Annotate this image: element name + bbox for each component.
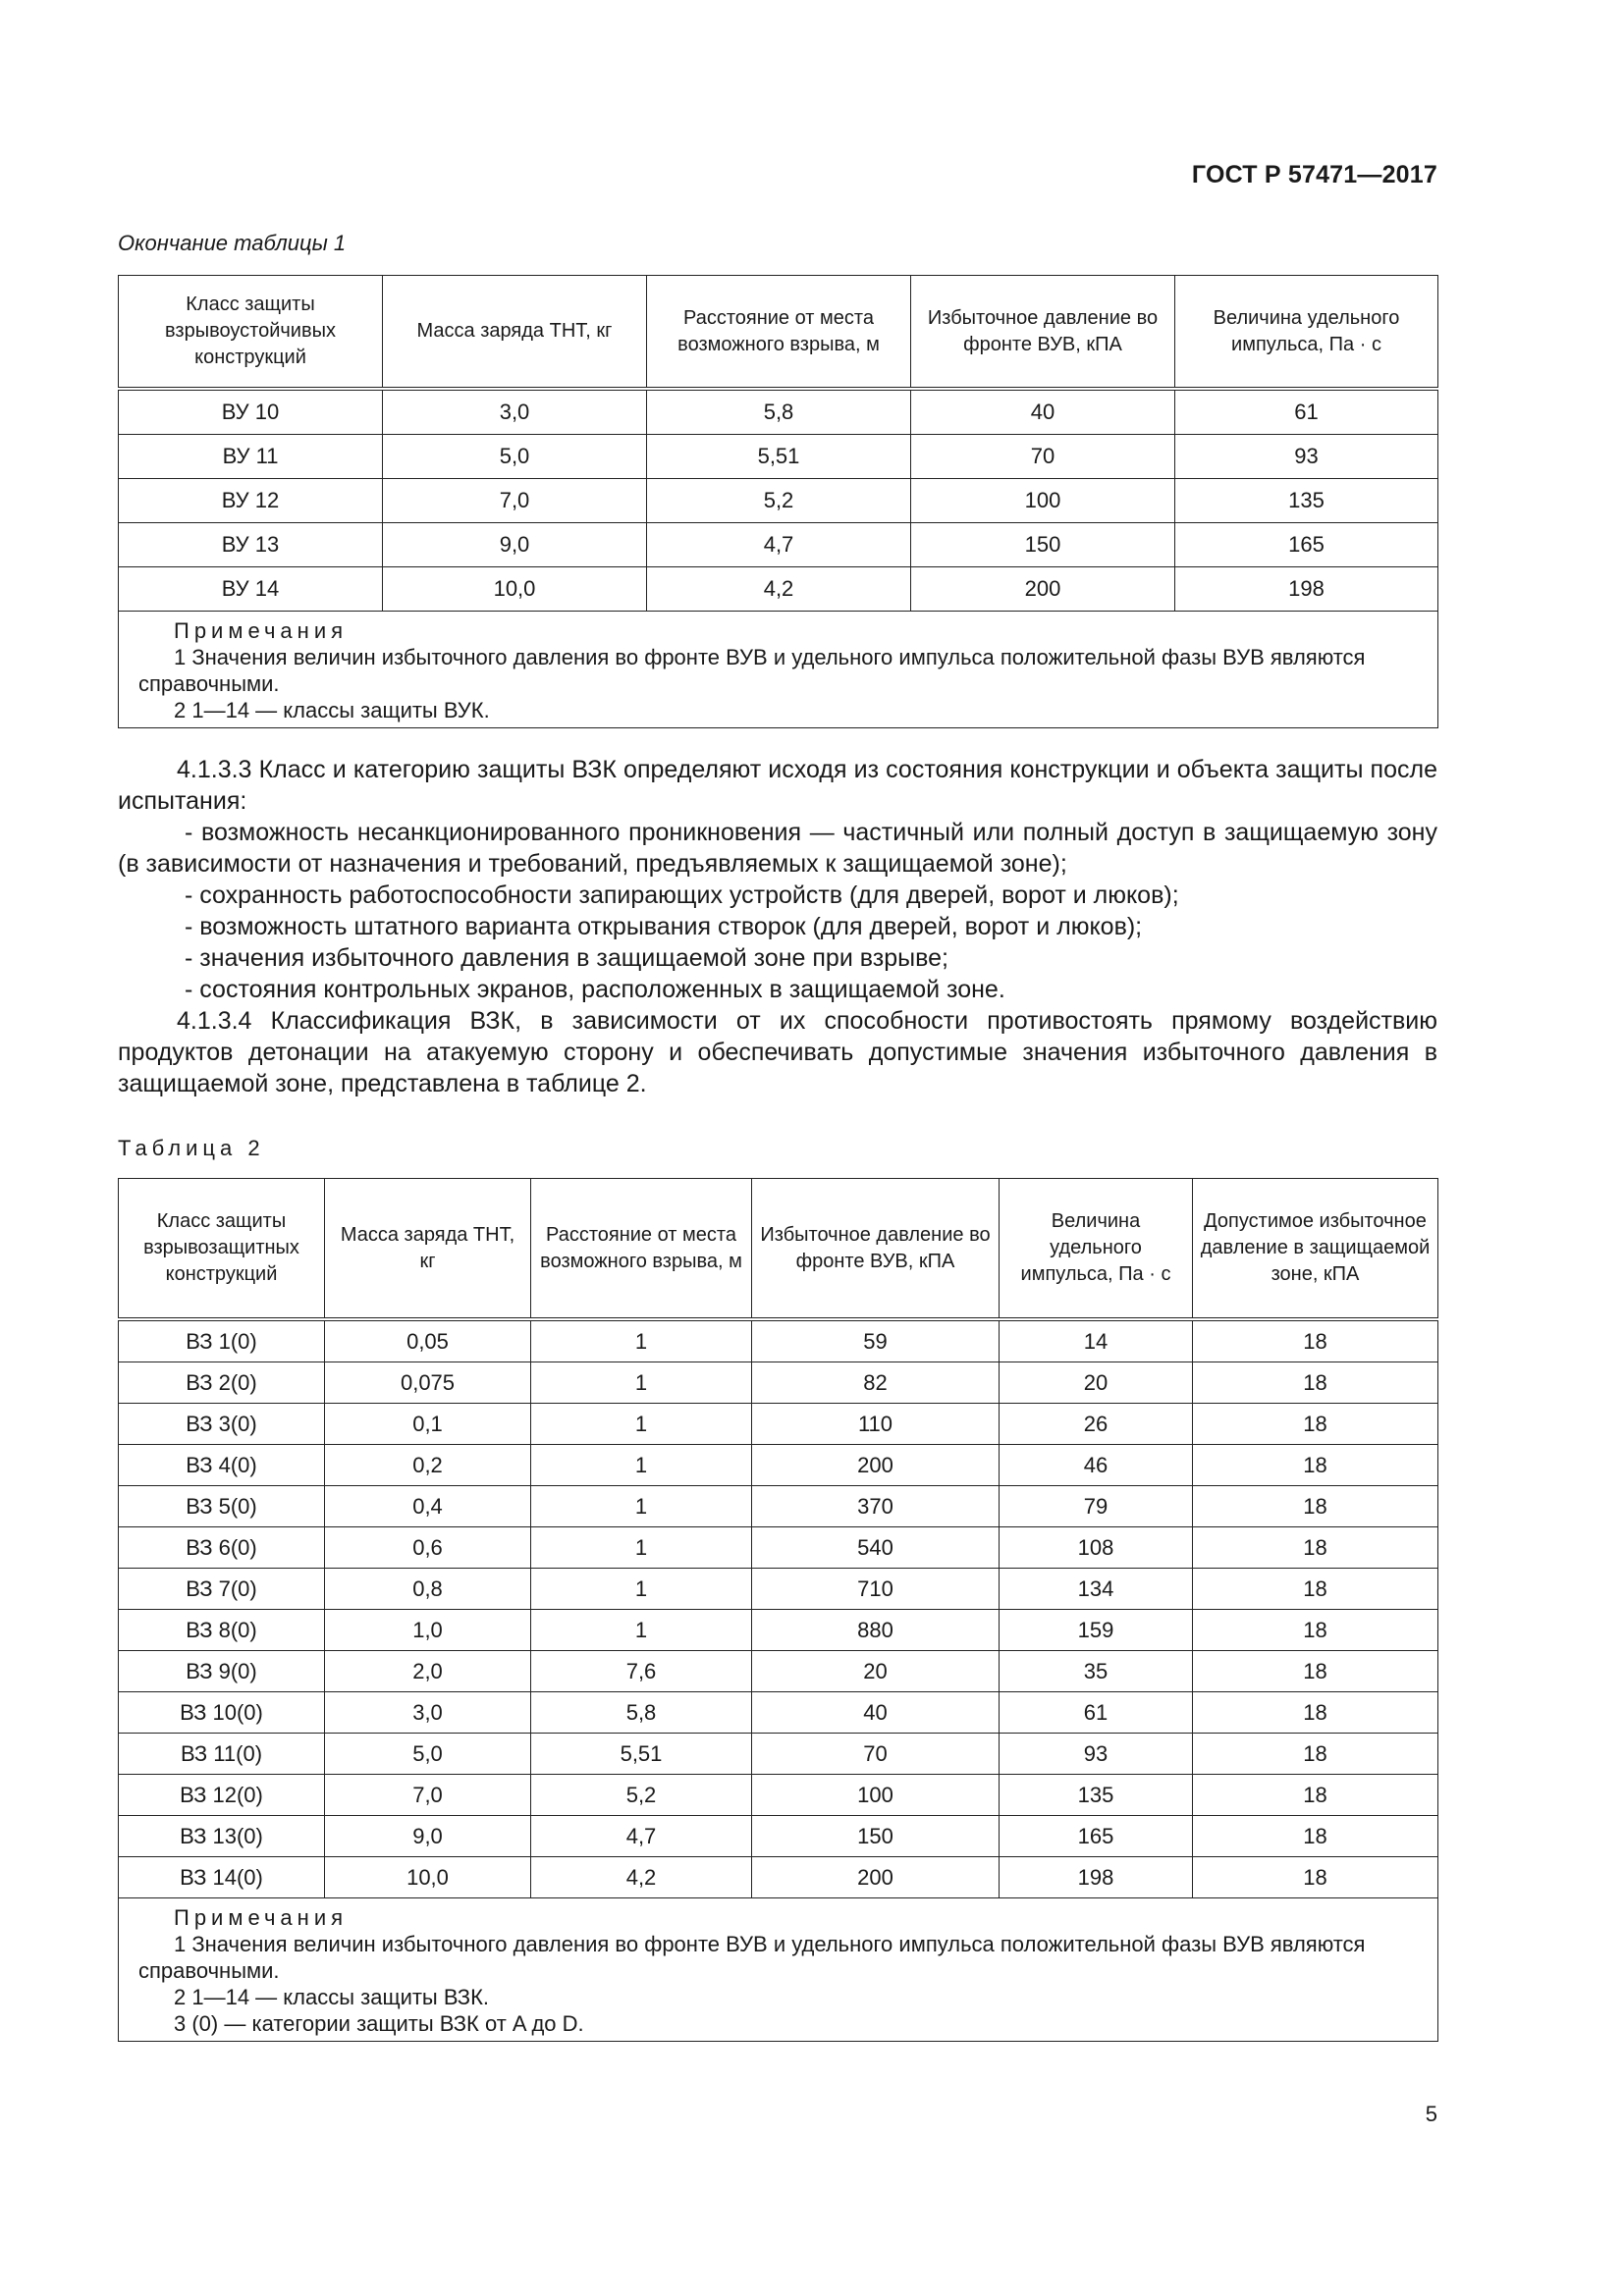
table-cell: 1 [531,1404,752,1445]
table-cell: 198 [1175,567,1438,612]
table-cell: 3,0 [325,1692,531,1734]
table2-caption: Таблица 2 [118,1136,265,1160]
table-row [119,1651,1438,1692]
table2-header-row [119,1179,1438,1320]
table-cell: 3,0 [383,389,647,435]
table-cell: 18 [1193,1319,1438,1362]
table-cell: 5,2 [531,1775,752,1816]
table-cell: 59 [752,1319,1000,1362]
table-cell: 1 [531,1319,752,1362]
body-text [118,754,1437,1099]
table-cell: 0,4 [325,1486,531,1527]
page-number: 5 [1425,2102,1437,2126]
table-cell: 18 [1193,1486,1438,1527]
table1-note-1: 1 Значения величин избыточного давления во фронте ВУВ и удельного импульса положительной фазы ВУВ являются справочными. [138,645,1366,696]
table-cell: 150 [752,1816,1000,1857]
table-cell: 159 [1000,1610,1193,1651]
table-row [119,1569,1438,1610]
table-row [119,1692,1438,1734]
table-row [119,1816,1438,1857]
table2 [118,1178,1438,2042]
table-cell: 5,8 [531,1692,752,1734]
table-cell: 110 [752,1404,1000,1445]
table-cell: 1 [531,1527,752,1569]
table-cell: ВУ 11 [119,435,383,479]
table-cell: 1 [531,1445,752,1486]
table-cell: 18 [1193,1445,1438,1486]
table-cell: 18 [1193,1857,1438,1898]
table-cell: ВЗ 14(0) [119,1857,325,1898]
table-cell: 9,0 [383,523,647,567]
table-cell: 0,1 [325,1404,531,1445]
table1-header-cell: Масса заряда ТНТ, кг [383,276,647,390]
table-cell: 4,2 [647,567,911,612]
table-cell: 20 [1000,1362,1193,1404]
table-cell: 2,0 [325,1651,531,1692]
table-cell: 0,6 [325,1527,531,1569]
table-cell: ВУ 10 [119,389,383,435]
table-cell: 18 [1193,1692,1438,1734]
table-cell: ВЗ 5(0) [119,1486,325,1527]
table-cell: 370 [752,1486,1000,1527]
table-cell: 79 [1000,1486,1193,1527]
table-cell: 5,2 [647,479,911,523]
table1-header-cell: Расстояние от места возможного взрыва, м [647,276,911,390]
table-cell: ВЗ 8(0) [119,1610,325,1651]
table1-notes-row [119,612,1438,728]
table-cell: 135 [1000,1775,1193,1816]
table-cell: 200 [911,567,1175,612]
table-cell: 14 [1000,1319,1193,1362]
table-cell: 1,0 [325,1610,531,1651]
table-row [119,523,1438,567]
table-cell: 1 [531,1610,752,1651]
list-item: - возможность штатного варианта открывания створок (для дверей, ворот и люков); [185,913,1143,940]
table-cell: 35 [1000,1651,1193,1692]
table-row [119,1362,1438,1404]
table-cell: 710 [752,1569,1000,1610]
table-cell: 165 [1175,523,1438,567]
list-item: - возможность несанкционированного проникновения — частичный или полный доступ в защищаемую зону (в зависимости от назначения и требований, предъявляемых к защищаемой зоне); [118,819,1437,878]
table-cell: 40 [752,1692,1000,1734]
table-cell: 10,0 [325,1857,531,1898]
table-cell: 0,8 [325,1569,531,1610]
table-cell: 200 [752,1445,1000,1486]
table2-note-3: 3 (0) — категории защиты ВЗК от A до D. [174,2011,584,2036]
table-row [119,1445,1438,1486]
table2-note-2: 2 1—14 — классы защиты ВЗК. [174,1985,490,2009]
table-cell: 100 [911,479,1175,523]
table-cell: 108 [1000,1527,1193,1569]
table-cell: 9,0 [325,1816,531,1857]
table-cell: 200 [752,1857,1000,1898]
table2-notes-title: Примечания [174,1905,349,1930]
table-cell: 18 [1193,1775,1438,1816]
table1-continuation-caption: Окончание таблицы 1 [118,231,347,255]
table-cell: ВЗ 7(0) [119,1569,325,1610]
table-cell: 540 [752,1527,1000,1569]
table2-header-cell: Избыточное давление во фронте ВУВ, кПА [752,1179,1000,1320]
table2-header-cell: Допустимое избыточное давление в защищаемой зоне, кПА [1193,1179,1438,1320]
table-row [119,435,1438,479]
table2-notes [119,1898,1438,2042]
table-cell: ВЗ 11(0) [119,1734,325,1775]
table-cell: 1 [531,1362,752,1404]
table2-header-cell: Величина удельного импульса, Па · с [1000,1179,1193,1320]
table-row [119,1404,1438,1445]
table-row [119,479,1438,523]
table1-note-2: 2 1—14 — классы защиты ВУК. [174,698,490,722]
table-cell: 18 [1193,1569,1438,1610]
document-code-header: ГОСТ Р 57471—2017 [1191,161,1437,188]
table-cell: ВЗ 4(0) [119,1445,325,1486]
table-cell: 93 [1175,435,1438,479]
table-cell: 7,6 [531,1651,752,1692]
paragraph-4-1-3-3: 4.1.3.3 Класс и категорию защиты ВЗК определяют исходя из состояния конструкции и объекта защиты после испытания: [118,756,1437,815]
table1-header-cell: Избыточное давление во фронте ВУВ, кПА [911,276,1175,390]
table1-header-cell: Класс защиты взрывоустойчивых конструкций [119,276,383,390]
table2-header-cell: Расстояние от места возможного взрыва, м [531,1179,752,1320]
table-cell: ВУ 13 [119,523,383,567]
table-cell: ВУ 12 [119,479,383,523]
list-item: - состояния контрольных экранов, расположенных в защищаемой зоне. [185,976,1005,1003]
table-cell: 4,2 [531,1857,752,1898]
table1-notes-title: Примечания [174,618,349,643]
table-cell: 1 [531,1569,752,1610]
table-row [119,1610,1438,1651]
table-row [119,1527,1438,1569]
table1 [118,275,1438,728]
table-cell: 20 [752,1651,1000,1692]
table-cell: 0,2 [325,1445,531,1486]
table-cell: 0,075 [325,1362,531,1404]
table-row [119,1775,1438,1816]
table-cell: ВЗ 6(0) [119,1527,325,1569]
list-item: - сохранность работоспособности запирающих устройств (для дверей, ворот и люков); [185,881,1179,909]
table2-header-cell: Масса заряда ТНТ, кг [325,1179,531,1320]
table-cell: 134 [1000,1569,1193,1610]
table-cell: ВЗ 3(0) [119,1404,325,1445]
table-cell: ВЗ 10(0) [119,1692,325,1734]
table-cell: 26 [1000,1404,1193,1445]
table-cell: 93 [1000,1734,1193,1775]
list-item: - значения избыточного давления в защищаемой зоне при взрыве; [185,944,948,972]
table-cell: 10,0 [383,567,647,612]
paragraph-4-1-3-4: 4.1.3.4 Классификация ВЗК, в зависимости от их способности противостоять прямому воздействию продуктов детонации на атакуемую сторону и обеспечивать допустимые значения избыточного давления в защищаемой зоне, представлена в таблице 2. [118,1007,1437,1097]
table-row [119,1486,1438,1527]
table2-note-1: 1 Значения величин избыточного давления во фронте ВУВ и удельного импульса положительной фазы ВУВ являются справочными. [138,1932,1366,1983]
table-cell: 5,51 [531,1734,752,1775]
table1-header-row [119,276,1438,390]
table-cell: 61 [1175,389,1438,435]
table-row [119,389,1438,435]
table-cell: 4,7 [647,523,911,567]
table-cell: 4,7 [531,1816,752,1857]
table-row [119,1857,1438,1898]
table-cell: 1 [531,1486,752,1527]
table-cell: 70 [911,435,1175,479]
table-cell: 18 [1193,1362,1438,1404]
table-cell: 5,51 [647,435,911,479]
table-cell: ВЗ 9(0) [119,1651,325,1692]
table-cell: 70 [752,1734,1000,1775]
table-cell: ВЗ 13(0) [119,1816,325,1857]
table-cell: 880 [752,1610,1000,1651]
table2-header-cell: Класс защиты взрывозащитных конструкций [119,1179,325,1320]
table-cell: 61 [1000,1692,1193,1734]
table-cell: ВУ 14 [119,567,383,612]
table-cell: 7,0 [383,479,647,523]
table-cell: 100 [752,1775,1000,1816]
table-cell: 40 [911,389,1175,435]
table-row [119,567,1438,612]
table-cell: 150 [911,523,1175,567]
table1-header-cell: Величина удельного импульса, Па · с [1175,276,1438,390]
table-cell: 18 [1193,1816,1438,1857]
table1-notes [119,612,1438,728]
table2-notes-row [119,1898,1438,2042]
table-cell: 0,05 [325,1319,531,1362]
table-cell: 18 [1193,1734,1438,1775]
table-row [119,1319,1438,1362]
table-cell: 198 [1000,1857,1193,1898]
table-cell: 7,0 [325,1775,531,1816]
table-cell: 18 [1193,1404,1438,1445]
table-row [119,1734,1438,1775]
table-cell: ВЗ 2(0) [119,1362,325,1404]
table-cell: ВЗ 1(0) [119,1319,325,1362]
table-cell: 165 [1000,1816,1193,1857]
table-cell: ВЗ 12(0) [119,1775,325,1816]
table-cell: 5,0 [383,435,647,479]
table-cell: 18 [1193,1651,1438,1692]
table-cell: 5,0 [325,1734,531,1775]
table-cell: 18 [1193,1610,1438,1651]
table-cell: 18 [1193,1527,1438,1569]
table-cell: 46 [1000,1445,1193,1486]
table-cell: 5,8 [647,389,911,435]
table-cell: 82 [752,1362,1000,1404]
table-cell: 135 [1175,479,1438,523]
